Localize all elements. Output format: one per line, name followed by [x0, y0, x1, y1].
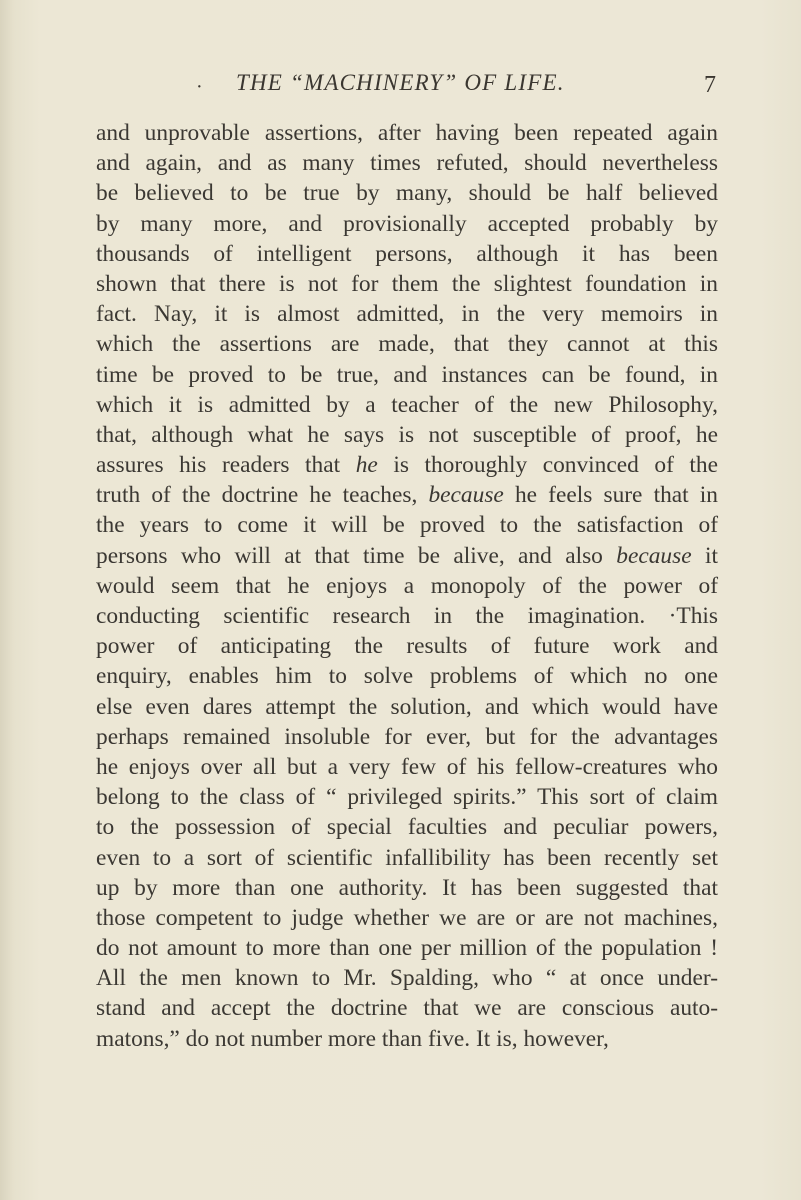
text-segment: be believed to be true by many, should be half believed	[96, 180, 718, 207]
text-line	[96, 963, 718, 993]
text-segment: that, although what he says is not susceptible of proof, he	[96, 421, 718, 448]
page-number: 7	[704, 72, 716, 98]
text-segment: and again, and as many times refuted, should nevertheless	[96, 150, 718, 177]
text-segment: which it is admitted by a teacher of the new Philosophy,	[96, 391, 718, 418]
text-segment: All the men known to Mr. Spalding, who “ at once under-	[96, 965, 718, 992]
running-head-title: THE “MACHINERY” OF LIFE.	[236, 70, 565, 95]
text-segment: persons who will at that time be alive, and also	[96, 542, 617, 569]
text-line	[96, 993, 718, 1023]
text-line	[96, 601, 718, 631]
text-line	[96, 692, 718, 722]
text-segment: up by more than one authority. It has been suggested that	[96, 874, 718, 901]
text-segment: enquiry, enables him to solve problems of which no one	[96, 663, 718, 690]
text-line	[96, 209, 718, 239]
text-line	[96, 329, 718, 359]
text-line	[96, 782, 718, 812]
text-segment: those competent to judge whether we are or are not machines,	[96, 904, 718, 931]
text-line	[96, 480, 718, 510]
text-line	[96, 843, 718, 873]
text-line	[96, 873, 718, 903]
text-line	[96, 360, 718, 390]
text-line	[96, 661, 718, 691]
text-line	[96, 450, 718, 480]
text-segment: assures his readers that	[96, 452, 356, 479]
text-segment: thousands of intelligent persons, although it has been	[96, 240, 718, 267]
text-segment: which the assertions are made, that they cannot at this	[96, 331, 718, 358]
text-segment: conducting scientific research in the imagination. ·This	[96, 603, 718, 629]
text-segment: would seem that he enjoys a monopoly of the power of	[96, 572, 718, 599]
text-line	[96, 933, 718, 963]
text-line	[96, 722, 718, 752]
text-segment: by many more, and provisionally accepted probably by	[96, 210, 718, 237]
italic-text: he	[355, 452, 378, 479]
text-segment: do not amount to more than one per million of the population !	[96, 935, 718, 962]
text-segment: power of anticipating the results of future work and	[96, 633, 718, 660]
text-line	[96, 1024, 718, 1054]
text-line	[96, 752, 718, 782]
italic-text: because	[616, 542, 692, 569]
text-segment: perhaps remained insoluble for ever, but for the advantages	[96, 723, 718, 750]
text-segment: to the possession of special faculties and peculiar powers,	[96, 814, 718, 841]
text-line	[96, 812, 718, 842]
text-segment: it	[691, 542, 718, 569]
text-line	[96, 420, 718, 450]
text-line	[96, 390, 718, 420]
text-segment: fact. Nay, it is almost admitted, in the very memoirs in	[96, 301, 718, 328]
text-segment: stand and accept the doctrine that we are conscious auto-	[96, 995, 718, 1022]
text-line	[96, 903, 718, 933]
text-line	[96, 178, 718, 208]
text-segment: time be proved to be true, and instances can be found, in	[96, 361, 718, 388]
text-segment: and unprovable assertions, after having been repeated again	[96, 120, 718, 146]
text-segment: the years to come it will be proved to the satisfaction of	[96, 512, 718, 539]
text-segment: shown that there is not for them the slightest foundation in	[96, 270, 718, 297]
text-segment: even to a sort of scientific infallibility has been recently set	[96, 844, 718, 871]
text-line	[96, 118, 718, 148]
text-segment: belong to the class of “ privileged spirits.” This sort of claim	[96, 784, 718, 811]
text-segment: else even dares attempt the solution, and which would have	[96, 693, 718, 720]
text-line	[96, 571, 718, 601]
text-segment: he enjoys over all but a very few of his fellow-creatures who	[96, 753, 718, 780]
text-line	[96, 631, 718, 661]
text-segment: matons,” do not number more than five. It is, however,	[96, 1025, 609, 1052]
text-line	[96, 269, 718, 299]
text-segment: is thoroughly convinced of the	[377, 452, 718, 479]
text-line	[96, 239, 718, 269]
text-segment: he feels sure that in	[503, 482, 718, 509]
text-segment: truth of the doctrine he teaches,	[96, 482, 429, 509]
body-text	[96, 118, 718, 1054]
text-line	[96, 299, 718, 329]
running-head-dot: ·	[196, 76, 203, 98]
text-line	[96, 148, 718, 178]
text-line	[96, 541, 718, 571]
italic-text: because	[428, 482, 504, 509]
running-head	[0, 70, 801, 104]
text-line	[96, 510, 718, 540]
